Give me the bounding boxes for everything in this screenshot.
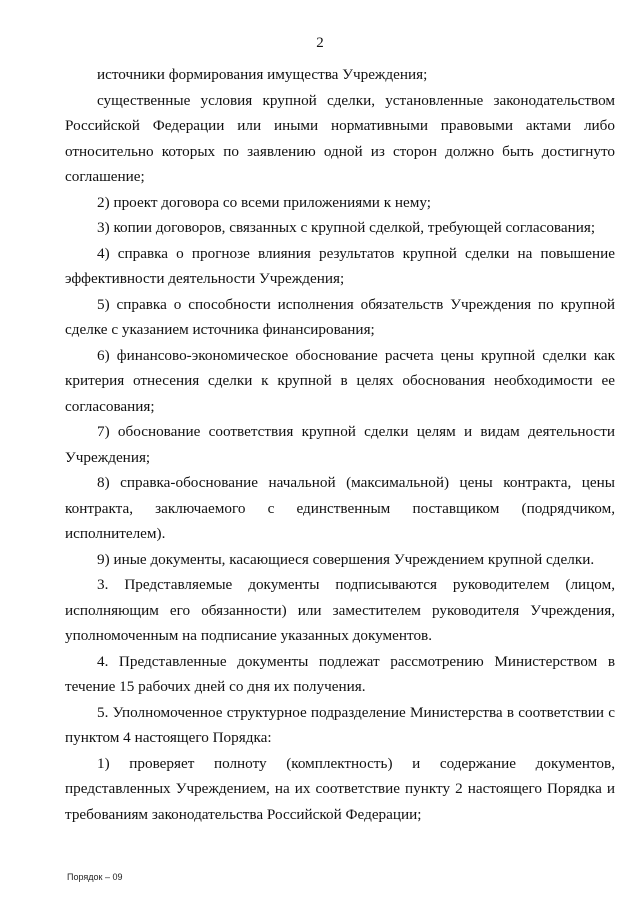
paragraph: 2) проект договора со всеми приложениями к нему; <box>97 193 431 211</box>
document-footer: Порядок – 09 <box>67 872 123 882</box>
paragraph: 6) финансово-экономическое обоснование расчета цены крупной сделки как критерия отнесения сделки к крупной в целях обоснования необходимости ее согласования; <box>65 346 615 415</box>
paragraph: источники формирования имущества Учреждения; <box>97 66 428 83</box>
paragraph: 5) справка о способности исполнения обязательств Учреждения по крупной сделке с указанием источника финансирования; <box>65 295 615 338</box>
paragraph: 8) справка-обоснование начальной (максимальной) цены контракта, цены контракта, заключаемого с единственным поставщиком (подрядчиком, исполнителем). <box>65 474 615 542</box>
paragraph: 1) проверяет полноту (комплектность) и содержание документов, представленных Учреждением, на их соответствие пункту 2 настоящего Порядка и требованиям законодательства Российской Федерации; <box>65 754 615 823</box>
paragraph: 9) иные документы, касающиеся совершения Учреждением крупной сделки. <box>97 550 595 568</box>
paragraph: существенные условия крупной сделки, установленные законодательством Российской Федерации или иными нормативными правовыми актами либо относительно которых по заявлению одной из сторон должно быть достигнуто соглашение; <box>65 91 615 185</box>
paragraph: 4. Представленные документы подлежат рассмотрению Министерством в течение 15 рабочих дней со дня их получения. <box>65 652 615 695</box>
paragraph: 3. Представляемые документы подписываются руководителем (лицом, исполняющим его обязанности) или заместителем руководителя Учреждения, уполномоченным на подписание указанных документов. <box>65 576 615 644</box>
paragraph: 5. Уполномоченное структурное подразделение Министерства в соответствии с пунктом 4 настоящего Порядка: <box>65 703 615 746</box>
document-body <box>65 62 615 827</box>
paragraph: 4) справка о прогнозе влияния результатов крупной сделки на повышение эффективности деятельности Учреждения; <box>65 244 615 287</box>
paragraph: 7) обоснование соответствия крупной сделки целям и видам деятельности Учреждения; <box>65 423 615 466</box>
paragraph: 3) копии договоров, связанных с крупной сделкой, требующей согласования; <box>97 219 596 236</box>
page-number: 2 <box>316 35 324 51</box>
